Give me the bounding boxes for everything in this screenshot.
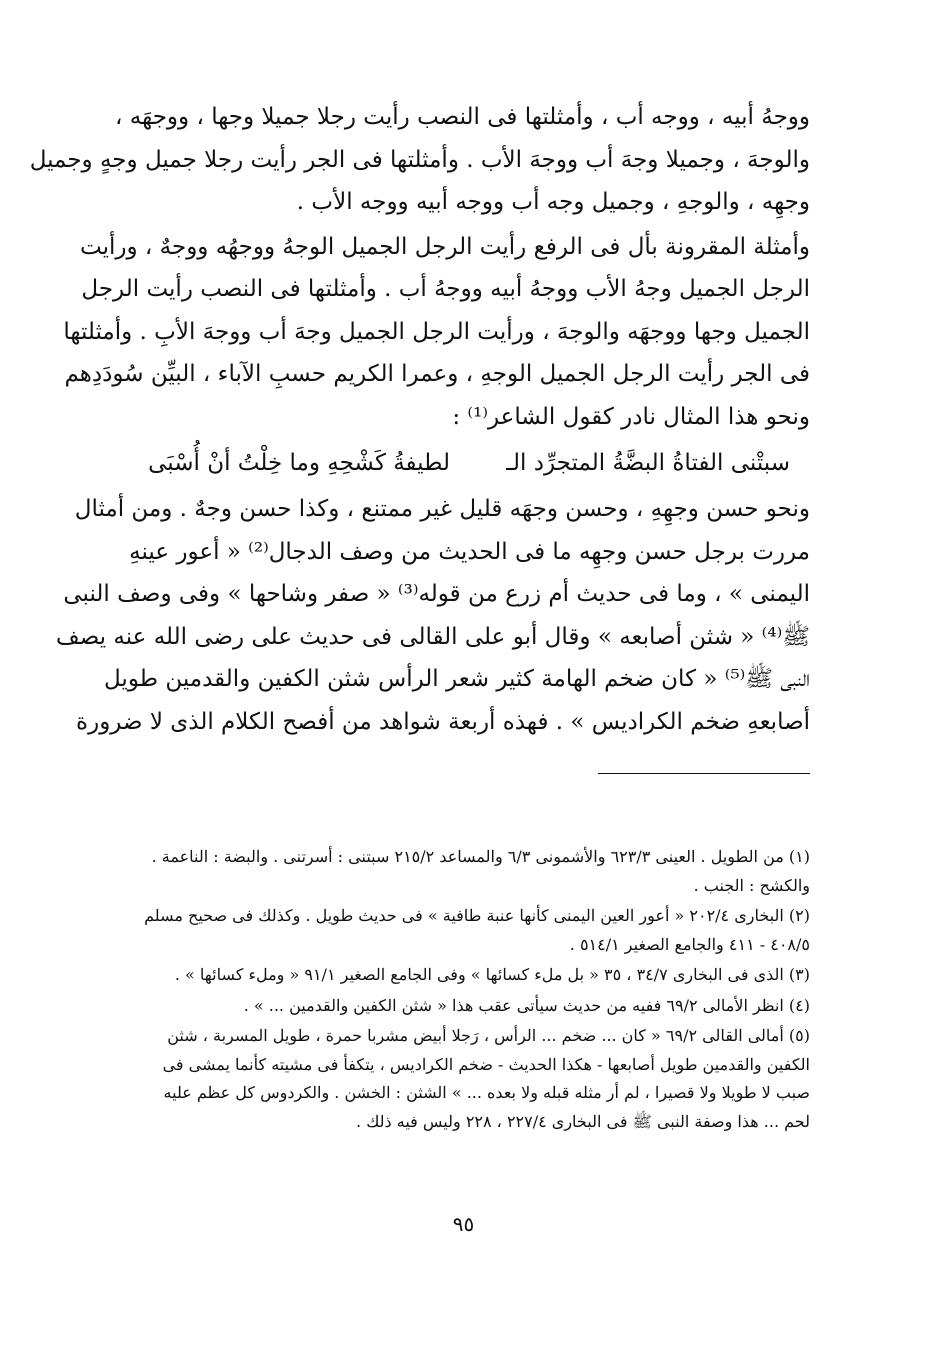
footnote-line: والكشح : الجنب . — [693, 875, 810, 895]
footnote-line: (٥) أمالى القالى ٦٩/٢ « كان ... ضخم ... الرأس ، رَجلا أبيض مشربا حمرة ، طويل المسربة ، شثن — [167, 1026, 810, 1045]
paragraph-3 — [55, 488, 810, 743]
footnote-line: الكفين والقدمين طويل أصابعها - هكذا الحديث - ضخم الكراديس ، يتكفأ فى مشيته كأنما يمشى فى — [162, 1054, 810, 1074]
page-number: ٩٥ — [452, 1212, 475, 1236]
footnote-line: ٤٠٨/٥ - ٤١١ والجامع الصغير ٥١٤/١ . — [569, 934, 810, 954]
footnote-4 — [130, 992, 810, 1021]
footnote-1 — [130, 843, 810, 900]
text-line: وجهِه ، والوجهِ ، وجميل وجه أب ووجه أبيه ووجه الأب . — [296, 189, 810, 215]
paragraph-1 — [29, 96, 810, 224]
footnote-3 — [130, 961, 810, 990]
text-line: مررت برجل حسن وجهِه ما فى الحديث من وصف الدجال⁽²⁾ « أعور عينهِ — [129, 538, 810, 565]
verse-hemistich-second: لطيفةُ كَشْحِهِ وما خِلْتُ أنْ أُسْبَى — [148, 450, 450, 476]
text-line: الجميل وجها ووجهَه والوجهَ ، ورأيت الرجل الجميل وجهَ أب ووجهَ الأبِ . وأمثلتها — [63, 318, 810, 345]
footnote-line: صبب لا طويلا ولا قصيرا ، لم أر مثله قبله ولا بعده ... » الشثن : الخشن . والكردوس كل عظم عليه — [163, 1083, 810, 1102]
footnote-line: (٣) الذى فى البخارى ٣٤/٧ ، ٣٥ « بل ملء كسائها » وفى الجامع الصغير ٩١/١ « وملء كسائها » . — [174, 965, 810, 984]
footnote-2 — [130, 902, 810, 959]
footnote-5 — [130, 1022, 810, 1136]
text-line: ونحو هذا المثال نادر كقول الشاعر⁽¹⁾ : — [452, 403, 810, 430]
text-line: ﷺ⁽⁴⁾ « شثن أصابعه » وقال أبو على القالى فى حديث على رضى الله عنه يصف — [55, 623, 810, 650]
footnote-separator — [598, 773, 810, 774]
text-line: الرجل الجميل وجهُ الأب ووجهُ أبيه ووجهُ أب . وأمثلتها فى النصب رأيت الرجل — [81, 276, 810, 302]
text-line: والوجهَ ، وجميلا وجهَ أب ووجهَ الأب . وأمثلتها فى الجر رأيت رجلا جميل وجهٍ وجميل — [29, 146, 810, 173]
footnote-line: (١) من الطويل . العينى ٦٢٣/٣ والأشمونى ٦/٣ والمساعد ٢١٥/٢ سبتنى : أسرتنى . والبضة : الناعمة . — [151, 847, 810, 866]
text-line: اليمنى » ، وما فى حديث أم زرع من قوله⁽³⁾ « صفر وشاحها » وفى وصف النبى — [63, 581, 810, 607]
text-line: ونحو حسن وجهِهِ ، وحسن وجهَه قليل غير ممتنع ، وكذا حسن وجهٌ . ومن أمثال — [74, 496, 810, 522]
text-line: فى الجر رأيت الرجل الجميل الوجهِ ، وعمرا الكريم حسبِ الآباء ، البيِّن سُودَدِهم — [64, 361, 810, 387]
text-line: النبى ﷺ⁽⁵⁾ « كان ضخم الهامة كثير شعر الرأس شثن الكفين والقدمين طويل — [104, 666, 810, 692]
paragraph-2 — [63, 226, 810, 439]
text-line: وأمثلة المقرونة بأل فى الرفع رأيت الرجل الجميل الوجهُ ووجهُه ووجهٌ ، ورأيت — [80, 233, 810, 260]
footnote-line: (٢) البخارى ٢٠٢/٤ « أعور العين اليمنى كأنها عنبة طافية » فى حديث طويل . وكذلك فى صحيح مسلم — [144, 906, 810, 925]
verse-hemistich-first: سبتْنى الفتاةُ البضَّةُ المتجرِّد الـ — [506, 450, 790, 476]
main-text — [29, 96, 810, 743]
footnote-line: لحم ... هذا وصفة النبى ﷺ فى البخارى ٢٢٧/٤ ، ٢٢٨ وليس فيه ذلك . — [356, 1111, 810, 1131]
footnotes — [130, 843, 810, 1138]
footnote-line: (٤) انظر الأمالى ٦٩/٢ ففيه من حديث سيأتى عقب هذا « شثن الكفين والقدمين ... » . — [243, 995, 810, 1015]
text-line: ووجهُ أبيه ، ووجه أب ، وأمثلتها فى النصب رأيت رجلا جميلا وجها ، ووجهَه ، — [115, 104, 810, 130]
poetry-verse — [130, 438, 810, 488]
text-line: أصابعهِ ضخم الكراديس » . فهذه أربعة شواهد من أفصح الكلام الذى لا ضرورة — [76, 708, 810, 735]
